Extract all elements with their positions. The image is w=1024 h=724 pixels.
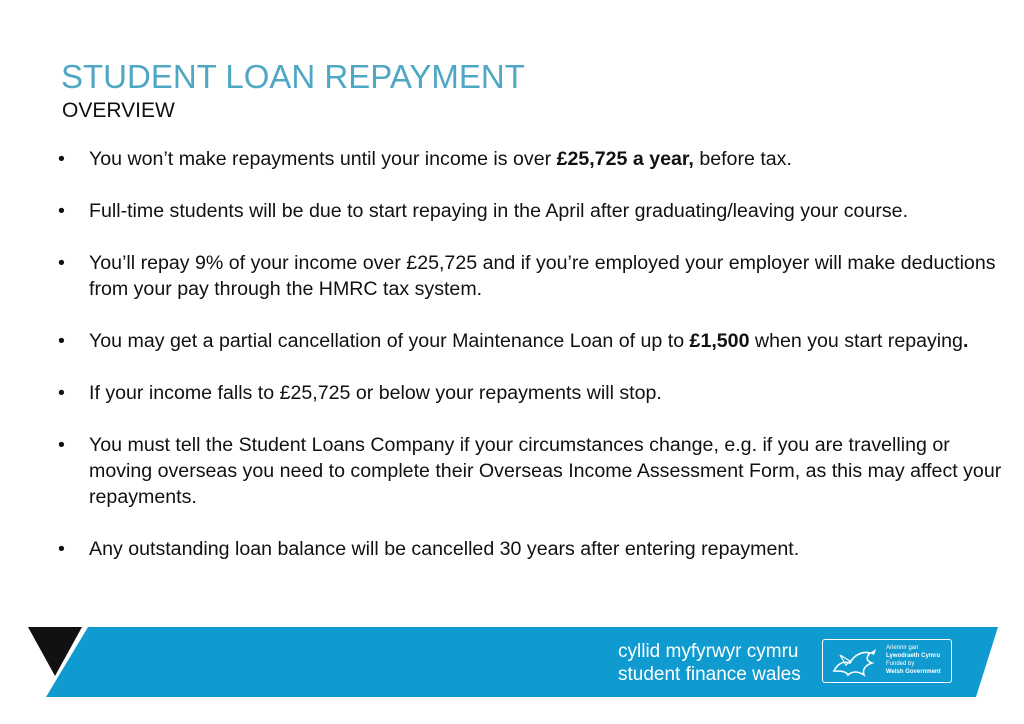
brand-welsh: cyllid myfyrwyr cymru	[618, 641, 799, 662]
bullet-dot: •	[58, 434, 65, 456]
bullet-text: You may get a partial cancellation of your Maintenance Loan of up to	[89, 330, 690, 352]
bullet-dot: •	[58, 252, 65, 274]
bullet-item	[58, 432, 1018, 510]
page-title: STUDENT LOAN REPAYMENT	[61, 58, 525, 95]
bullet-text-end: when you start repaying	[749, 330, 963, 352]
bullet-dot: •	[58, 538, 65, 560]
bullet-text-end: before tax.	[693, 148, 792, 170]
bullet-item	[58, 328, 1018, 354]
bullet-list	[58, 146, 1018, 588]
brand-english: student finance wales	[618, 664, 801, 685]
dragon-icon	[826, 641, 881, 681]
bullet-dot: •	[58, 200, 65, 222]
bullet-dot: •	[58, 148, 65, 170]
seal-line-1: Ariennir gan	[886, 645, 919, 651]
bullet-text: Any outstanding loan balance will be cancelled 30 years after entering repayment.	[89, 538, 800, 560]
bullet-dot: •	[58, 382, 65, 404]
seal-line-3: Funded by	[886, 661, 915, 667]
bullet-text: You won’t make repayments until your income is over	[89, 148, 557, 170]
bullet-item	[58, 198, 1018, 224]
seal-line-4: Welsh Government	[886, 669, 941, 675]
bullet-text: If your income falls to £25,725 or below your repayments will stop.	[89, 382, 662, 404]
bullet-emphasis: £25,725 a year,	[556, 148, 694, 170]
seal-text	[886, 644, 941, 676]
bullet-emphasis: £1,500	[689, 330, 750, 352]
bullet-item	[58, 146, 1018, 172]
bullet-dot: •	[58, 330, 65, 352]
bullet-emphasis-end: .	[962, 330, 969, 352]
bullet-text: You must tell the Student Loans Company if your circumstances change, e.g. if you are travelling or moving overseas you need to complete their Overseas Income Assessment Form, as this may affect your repayments.	[89, 434, 1002, 508]
bullet-text: You’ll repay 9% of your income over £25,725 and if you’re employed your employer will make deductions from your pay through the HMRC tax system.	[89, 252, 996, 300]
brand-wordmark	[618, 640, 801, 686]
bullet-item	[58, 250, 1018, 302]
page-subtitle: OVERVIEW	[62, 99, 175, 122]
seal-line-2: Lywodraeth Cymru	[886, 653, 941, 659]
bullet-item	[58, 536, 1018, 562]
bullet-item	[58, 380, 1018, 406]
bullet-text: Full-time students will be due to start repaying in the April after graduating/leaving your course.	[89, 200, 909, 222]
